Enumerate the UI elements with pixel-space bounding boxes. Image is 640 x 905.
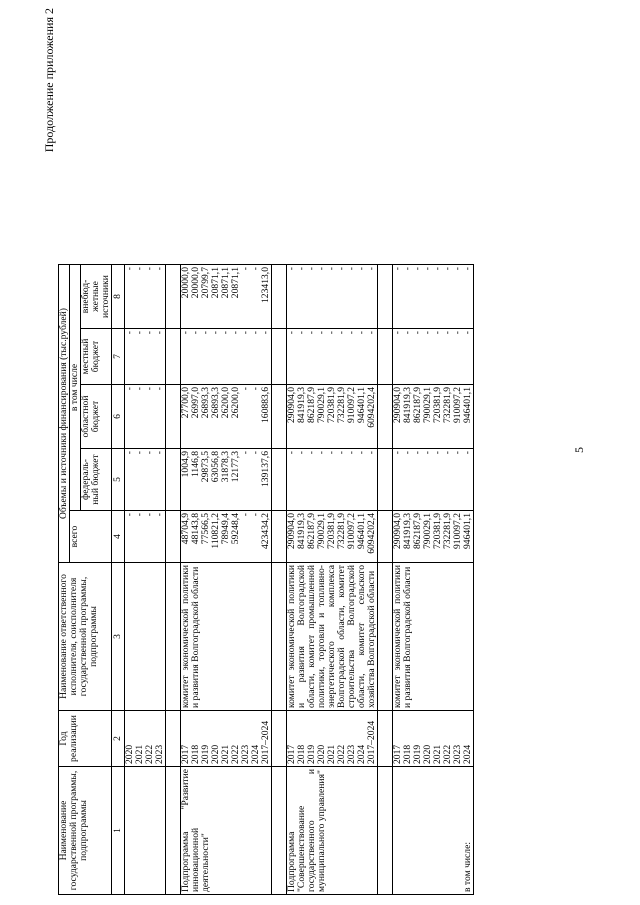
extra-cell: [393, 265, 474, 329]
year-value: 2018: [190, 744, 201, 764]
value: -: [134, 267, 145, 271]
year-value: 2022: [336, 744, 347, 764]
value: 20871,1: [210, 267, 221, 299]
year-value: 2022: [230, 744, 241, 764]
year-value: 2020: [210, 744, 221, 764]
column-number: 1: [112, 767, 125, 895]
value: -: [134, 387, 145, 391]
value: -: [210, 331, 221, 335]
value: -: [124, 331, 135, 335]
regional-cell: [287, 385, 378, 449]
value: -: [240, 331, 251, 335]
year-value: 2017–2024: [366, 720, 377, 764]
value: 790029,1: [422, 387, 433, 423]
value: 20000,0: [180, 267, 191, 299]
value: -: [432, 267, 443, 271]
value: 790029,1: [316, 387, 327, 423]
year-value: 2021: [432, 744, 443, 764]
value: -: [124, 451, 135, 455]
value: 790029,1: [422, 513, 433, 549]
year-value: 2017: [286, 744, 297, 764]
value: 423434,2: [260, 513, 271, 549]
value: 946401,1: [356, 387, 367, 423]
value: -: [286, 331, 297, 335]
value: -: [336, 451, 347, 455]
value: 20799,7: [200, 267, 211, 299]
value: -: [286, 451, 297, 455]
value: -: [402, 267, 413, 271]
value: 790029,1: [316, 513, 327, 549]
value: -: [336, 331, 347, 335]
year-value: 2020: [316, 744, 327, 764]
value: -: [220, 331, 231, 335]
program-name-cell: Подпрограмма "Развитие инновационной деятельности": [181, 767, 272, 895]
value: 48143,8: [190, 513, 201, 545]
value: 720381,9: [432, 387, 443, 423]
year-value: 2017–2024: [260, 720, 271, 764]
value: 27700,0: [180, 387, 191, 419]
year-value: 2024: [250, 744, 261, 764]
value: 732281,9: [442, 387, 453, 423]
value: 841919,3: [296, 513, 307, 549]
value: -: [306, 451, 317, 455]
column-number: 4: [112, 511, 125, 563]
value: -: [402, 451, 413, 455]
value: -: [326, 331, 337, 335]
value: -: [230, 331, 241, 335]
value: 59248,4: [230, 513, 241, 545]
value: 290904,0: [392, 387, 403, 423]
year-value: 2020: [422, 744, 433, 764]
value: 290904,0: [392, 513, 403, 549]
federal-cell: [287, 449, 378, 511]
value: 1004,9: [180, 451, 191, 478]
value: -: [144, 387, 155, 391]
value: 20871,1: [230, 267, 241, 299]
year-value: 2024: [356, 744, 367, 764]
header-extra: внебюд-жетные источники: [81, 265, 112, 329]
value: 946401,1: [462, 387, 473, 423]
value: -: [260, 331, 271, 335]
value: 26997,0: [190, 387, 201, 419]
executor-cell: комитет экономической политики и развития Волгоградской области, комитет промышленной политики, торговли и топливно-энергетического комплекса Волгоградской области, комитет строительства Волгоградской области, комитет сельского хозяйства Волгоградской области: [287, 563, 378, 711]
value: -: [452, 331, 463, 335]
header-federal: федераль-ный бюджет: [81, 449, 112, 511]
value: -: [326, 451, 337, 455]
header-program-name: Наименование государственной программы, подпрограммы: [59, 767, 112, 895]
value: 732281,9: [336, 387, 347, 423]
value: -: [356, 331, 367, 335]
total-cell: [287, 511, 378, 563]
value: 841919,3: [296, 387, 307, 423]
years-cell: [287, 711, 378, 767]
year-value: 2020: [124, 744, 135, 764]
value: 78949,4: [220, 513, 231, 545]
value: 6094202,4: [366, 387, 377, 428]
value: -: [366, 267, 377, 271]
value: -: [144, 331, 155, 335]
year-value: 2019: [306, 744, 317, 764]
column-number: 5: [112, 449, 125, 511]
value: 290904,0: [286, 513, 297, 549]
year-value: 2022: [442, 744, 453, 764]
executor-cell: комитет экономической политики и развития Волгоградской области: [181, 563, 272, 711]
value: -: [336, 267, 347, 271]
value: -: [392, 267, 403, 271]
value: -: [432, 331, 443, 335]
local-cell: [393, 329, 474, 385]
header-total: всего: [70, 511, 112, 563]
value: 732281,9: [442, 513, 453, 549]
regional-cell: [181, 385, 272, 449]
value: 12177,3: [230, 451, 241, 483]
value: -: [392, 331, 403, 335]
value: -: [124, 267, 135, 271]
value: 946401,1: [356, 513, 367, 549]
value: 841919,3: [402, 387, 413, 423]
value: 732281,9: [336, 513, 347, 549]
year-value: 2022: [144, 744, 155, 764]
value: -: [250, 331, 261, 335]
regional-cell: [393, 385, 474, 449]
table-row-innovation: [181, 265, 272, 895]
federal-cell: [125, 449, 166, 511]
value: -: [250, 267, 261, 271]
years-cell: [393, 711, 474, 767]
value: 160883,6: [260, 387, 271, 423]
header-local: местный бюджет: [81, 329, 112, 385]
local-cell: [287, 329, 378, 385]
value: -: [144, 513, 155, 517]
year-value: 2023: [240, 744, 251, 764]
value: -: [422, 267, 433, 271]
value: -: [250, 451, 261, 455]
value: -: [442, 267, 453, 271]
value: -: [296, 267, 307, 271]
value: -: [240, 451, 251, 455]
value: 123413,0: [260, 267, 271, 303]
column-numbers-row: [112, 265, 125, 895]
value: 910097,2: [452, 387, 463, 423]
value: -: [154, 513, 165, 517]
value: 6094202,4: [366, 513, 377, 554]
value: -: [200, 331, 211, 335]
year-value: 2017: [180, 744, 191, 764]
local-cell: [181, 329, 272, 385]
value: -: [286, 267, 297, 271]
value: -: [250, 513, 261, 517]
value: -: [366, 451, 377, 455]
year-value: 2021: [326, 744, 337, 764]
value: -: [462, 331, 473, 335]
value: -: [402, 331, 413, 335]
value: -: [412, 451, 423, 455]
value: -: [306, 331, 317, 335]
years-cell: [181, 711, 272, 767]
value: -: [422, 331, 433, 335]
year-value: 2023: [452, 744, 463, 764]
value: -: [346, 451, 357, 455]
value: -: [154, 387, 165, 391]
value: 910097,2: [452, 513, 463, 549]
year-value: 2023: [346, 744, 357, 764]
value: 720381,9: [432, 513, 443, 549]
value: -: [442, 331, 453, 335]
value: 290904,0: [286, 387, 297, 423]
value: 862187,9: [412, 513, 423, 549]
value: 26893,3: [210, 387, 221, 419]
value: -: [306, 267, 317, 271]
total-cell: [125, 511, 166, 563]
value: -: [240, 387, 251, 391]
value: 63056,8: [210, 451, 221, 483]
extra-cell: [287, 265, 378, 329]
value: 910097,2: [346, 513, 357, 549]
page-number: 5: [572, 447, 586, 453]
year-value: 2018: [402, 744, 413, 764]
program-name-cell: [125, 767, 166, 895]
local-cell: [125, 329, 166, 385]
executor-cell: [125, 563, 166, 711]
value: -: [356, 451, 367, 455]
value: -: [392, 451, 403, 455]
value: -: [356, 267, 367, 271]
value: 139137,6: [260, 451, 271, 487]
value: -: [316, 331, 327, 335]
value: -: [124, 387, 135, 391]
value: -: [154, 451, 165, 455]
value: -: [296, 331, 307, 335]
value: 862187,9: [306, 387, 317, 423]
value: -: [412, 331, 423, 335]
header-financing: Объемы и источники финансирования (тыс.рублей): [59, 265, 70, 563]
year-value: 2017: [392, 744, 403, 764]
value: 1146,8: [190, 451, 201, 478]
value: -: [452, 267, 463, 271]
year-value: 2021: [134, 744, 145, 764]
year-value: 2024: [462, 744, 473, 764]
value: 48704,9: [180, 513, 191, 545]
value: 29873,5: [200, 451, 211, 483]
value: -: [346, 267, 357, 271]
value: 720381,9: [326, 387, 337, 423]
value: 862187,9: [306, 513, 317, 549]
header-including: в том числе: [70, 265, 81, 511]
value: -: [432, 451, 443, 455]
table-row-including: [393, 265, 474, 895]
federal-cell: [181, 449, 272, 511]
value: 862187,9: [412, 387, 423, 423]
value: 20000,0: [190, 267, 201, 299]
value: 26200,0: [230, 387, 241, 419]
value: -: [134, 513, 145, 517]
value: 946401,1: [462, 513, 473, 549]
value: -: [134, 331, 145, 335]
column-number: 8: [112, 265, 125, 329]
value: 841919,3: [402, 513, 413, 549]
value: -: [462, 451, 473, 455]
value: -: [144, 451, 155, 455]
value: 26893,3: [200, 387, 211, 419]
value: -: [316, 267, 327, 271]
column-number: 2: [112, 711, 125, 767]
value: 910097,2: [346, 387, 357, 423]
value: -: [124, 513, 135, 517]
including-label: в том числе:: [462, 841, 473, 892]
year-value: 2019: [200, 744, 211, 764]
value: -: [442, 451, 453, 455]
program-name-cell: Подпрограмма "Совершенствование государственного и муниципального управления": [287, 767, 378, 895]
year-value: 2021: [220, 744, 231, 764]
total-cell: [393, 511, 474, 563]
header-regional: областной бюджет: [81, 385, 112, 449]
value: -: [346, 331, 357, 335]
table-row-governance: [287, 265, 378, 895]
value: -: [180, 331, 191, 335]
executor-cell: комитет экономической политики и развития Волгоградской области: [393, 563, 474, 711]
regional-cell: [125, 385, 166, 449]
value: -: [250, 387, 261, 391]
table-row-previous: [125, 265, 166, 895]
value: -: [422, 451, 433, 455]
continuation-caption: Продолжение приложения 2: [42, 8, 56, 153]
column-number: 6: [112, 385, 125, 449]
value: 31878,3: [220, 451, 231, 483]
value: -: [366, 331, 377, 335]
financing-table: [58, 264, 474, 895]
value: -: [154, 331, 165, 335]
value: 110821,2: [210, 513, 221, 549]
header-year: Год реализации: [59, 711, 112, 767]
value: -: [154, 267, 165, 271]
total-cell: [181, 511, 272, 563]
value: -: [296, 451, 307, 455]
value: -: [462, 267, 473, 271]
federal-cell: [393, 449, 474, 511]
years-cell: [125, 711, 166, 767]
year-value: 2018: [296, 744, 307, 764]
extra-cell: [181, 265, 272, 329]
value: -: [240, 513, 251, 517]
value: -: [134, 451, 145, 455]
value: -: [190, 331, 201, 335]
value: 20871,1: [220, 267, 231, 299]
value: -: [452, 451, 463, 455]
value: -: [412, 267, 423, 271]
value: -: [144, 267, 155, 271]
header-executor: Наименование ответственного исполнителя, соисполнителя государственной программы, подпрограммы: [59, 563, 112, 711]
value: -: [240, 267, 251, 271]
including-label-cell: [393, 767, 474, 895]
column-number: 3: [112, 563, 125, 711]
column-number: 7: [112, 329, 125, 385]
value: 77566,5: [200, 513, 211, 545]
year-value: 2023: [154, 744, 165, 764]
value: 26200,0: [220, 387, 231, 419]
value: 720381,9: [326, 513, 337, 549]
value: -: [316, 451, 327, 455]
extra-cell: [125, 265, 166, 329]
value: -: [326, 267, 337, 271]
year-value: 2019: [412, 744, 423, 764]
